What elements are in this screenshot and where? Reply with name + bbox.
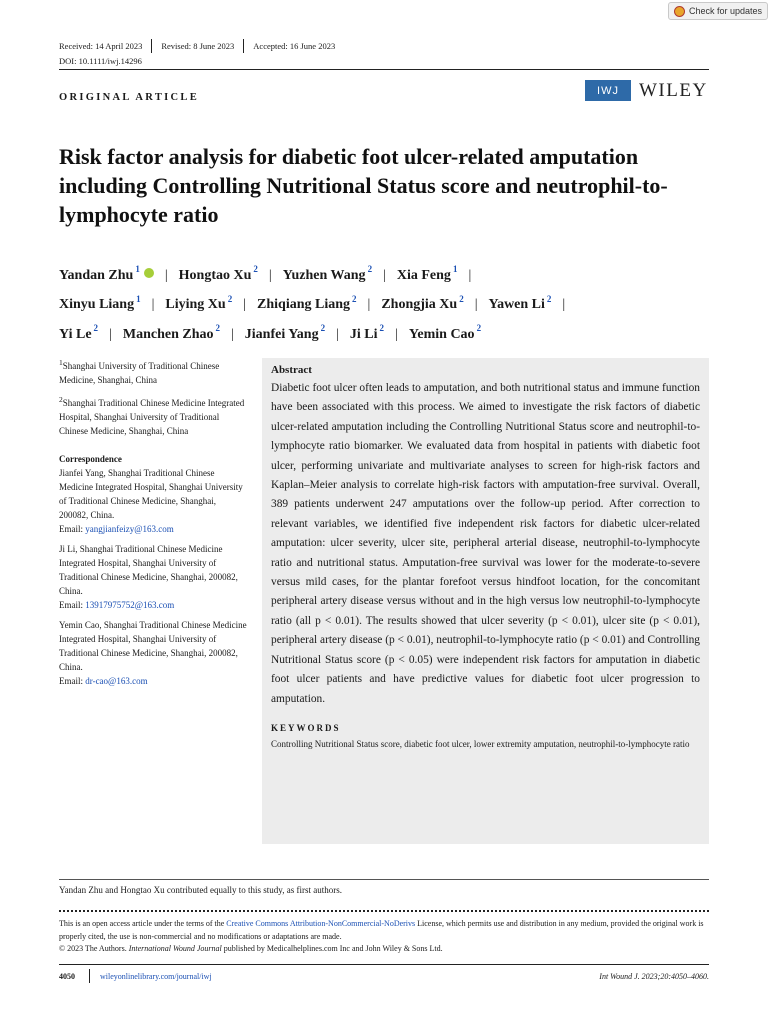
received-date: Received: 14 April 2023 <box>59 41 143 51</box>
author-list: Yandan Zhu $^1$ | Hongtao Xu $^2$ | Yuzhen Wang $^2$ | Xia Feng $^1$ | Xinyu Liang $^1$ | Liying Xu $^2$ | Zhiqiang Liang $^2$ | Zhongjia Xu $^2$ | Yawen Li $^2$ | Yi Le $^2$ | Manchen Zhao $^2$ | Jianfei Yang $^2$ | Ji Li $^2$ | Yemin Cao $^2$ <box>59 264 566 342</box>
author[interactable]: Ji Li $^2$ <box>349 323 385 342</box>
author[interactable]: Yandan Zhu $^1$ <box>59 268 154 283</box>
article-dates <box>59 39 335 53</box>
author[interactable]: Yawen Li $^2$ <box>488 293 552 313</box>
journal-url-link[interactable]: wileyonlinelibrary.com/journal/iwj <box>100 971 212 981</box>
divider <box>59 964 709 965</box>
article-type: ORIGINAL ARTICLE <box>59 92 200 103</box>
author[interactable]: Manchen Zhao $^2$ <box>122 323 220 342</box>
email-link[interactable]: dr-cao@163.com <box>85 676 148 686</box>
correspondence-entry: Jianfei Yang, Shanghai Traditional Chinese Medicine Integrated Hospital, Shanghai University of Traditional Chinese Medicine, Shanghai, 200082, China. Email: yangjianfeizy@163.com <box>59 468 243 534</box>
author[interactable]: Yi Le $^2$ <box>59 323 99 342</box>
divider <box>59 69 709 70</box>
author[interactable]: Yuzhen Wang $^2$ <box>282 264 373 283</box>
divider <box>89 969 90 983</box>
keywords-text: Controlling Nutritional Status score, diabetic foot ulcer, lower extremity amputation, neutrophil-to-lymphocyte ratio <box>271 738 690 749</box>
divider <box>243 39 244 53</box>
abstract-text: Diabetic foot ulcer often leads to amputation, and both nutritional status and immune function have been associated with this process. We aimed to investigate the risk factors of diabetic ulcer-related amputation including the Controlling Nutritional Status score and neutrophil-to-lymphocyte ratio biomarker. We evaluated data from hospital in patients with diabetic foot ulcer, performing univariate and multivariate analyses to screen for high-risk factors and Kaplan–Meier analysis to correlate high-risk factors with amputation-free survival. Overall, 389 patients underwent 247 amputations over the follow-up period. After correction to relevant variables, we identified five independent risk factors for diabetic ulcer-related amputation: ulcer severity, ulcer site, peripheral arterial disease, neutrophil-to-lymphocyte ratio and nutritional status. Amputation-free survival was lower for the moderate-to-severe versus mild cases, for the plantar forefoot versus hindfoot location, for the concomitant peripheral artery disease versus without and in the high versus low neutrophil-to-lymphocyte ratio (all p < 0.01). The results showed that ulcer severity (p < 0.01), ulcer site (p < 0.01), peripheral artery disease (p < 0.01), neutrophil-to-lymphocyte ratio (p < 0.01) and Controlling Nutritional Status score (p < 0.05) were independent risk factors for amputation in diabetic foot ulcer patients and have predictive values for diabetic foot ulcer progression to amputation. <box>271 382 700 705</box>
crossmark-icon <box>674 6 685 17</box>
contribution-note: Yandan Zhu and Hongtao Xu contributed equally to this study, as first authors. <box>59 885 342 895</box>
accepted-date: Accepted: 16 June 2023 <box>253 41 336 51</box>
author[interactable]: Xinyu Liang $^1$ <box>59 293 141 313</box>
citation: Int Wound J. 2023;20:4050–4060. <box>599 971 709 981</box>
doi: DOI: 10.1111/iwj.14296 <box>59 56 142 66</box>
abstract-heading: Abstract <box>271 364 312 376</box>
correspondence-entry: Ji Li, Shanghai Traditional Chinese Medicine Integrated Hospital, Shanghai University of Traditional Chinese Medicine, Shanghai, 200082, China. Email: 13917975752@163.com <box>59 544 238 610</box>
email-link[interactable]: 13917975752@163.com <box>85 600 175 610</box>
journal-logo[interactable]: IWJ <box>585 80 631 101</box>
author[interactable]: Hongtao Xu $^2$ <box>178 264 258 283</box>
affiliation: $^1$Shanghai University of Traditional Chinese Medicine, Shanghai, China <box>59 358 220 385</box>
author[interactable]: Yemin Cao $^2$ <box>408 323 482 342</box>
license-link[interactable]: Creative Commons Attribution-NonCommercial-NoDerivs <box>226 919 416 928</box>
divider <box>59 879 709 880</box>
divider <box>151 39 152 53</box>
check-for-updates-label: Check for updates <box>689 6 763 16</box>
author[interactable]: Xia Feng $^1$ <box>396 264 458 283</box>
page-footer <box>59 969 709 983</box>
keywords-heading: KEYWORDS <box>271 722 341 733</box>
affiliation: $^2$Shanghai Traditional Chinese Medicine Integrated Hospital, Shanghai University of Traditional Chinese Medicine, Shanghai, China <box>59 395 245 436</box>
email-link[interactable]: yangjianfeizy@163.com <box>85 524 174 534</box>
revised-date: Revised: 8 June 2023 <box>161 41 235 51</box>
author[interactable]: Zhiqiang Liang $^2$ <box>257 293 357 313</box>
orcid-icon[interactable] <box>144 268 154 278</box>
page-number: 4050 <box>59 971 75 981</box>
author[interactable]: Jianfei Yang $^2$ <box>244 323 326 342</box>
affiliations-column <box>59 356 247 694</box>
abstract-box <box>262 358 709 844</box>
author[interactable]: Zhongjia Xu $^2$ <box>381 293 464 313</box>
divider <box>59 910 709 912</box>
publisher-logo[interactable]: WILEY <box>639 80 708 101</box>
author[interactable]: Liying Xu $^2$ <box>165 293 233 313</box>
license-text: This is an open access article under the terms of the Creative Commons Attribution-NonCommercial-NoDerivs License, which permits use and distribution in any medium, provided the original work is properly cited, the use is non-commercial and no modifications or adaptations are made. © 2023 The Authors. International Wound Journal published by Medicalhelplines.com Inc and John Wiley & Sons Ltd. <box>59 919 704 953</box>
correspondence-entry: Yemin Cao, Shanghai Traditional Chinese Medicine Integrated Hospital, Shanghai University of Traditional Chinese Medicine, Shanghai, 200082, China. Email: dr-cao@163.com <box>59 620 247 686</box>
correspondence-heading: Correspondence <box>59 454 122 464</box>
check-for-updates-button[interactable] <box>668 2 768 20</box>
article-title: Risk factor analysis for diabetic foot ulcer-related amputation including Controlling Nutritional Status score and neutrophil-to-lymphocyte ratio <box>59 144 668 227</box>
